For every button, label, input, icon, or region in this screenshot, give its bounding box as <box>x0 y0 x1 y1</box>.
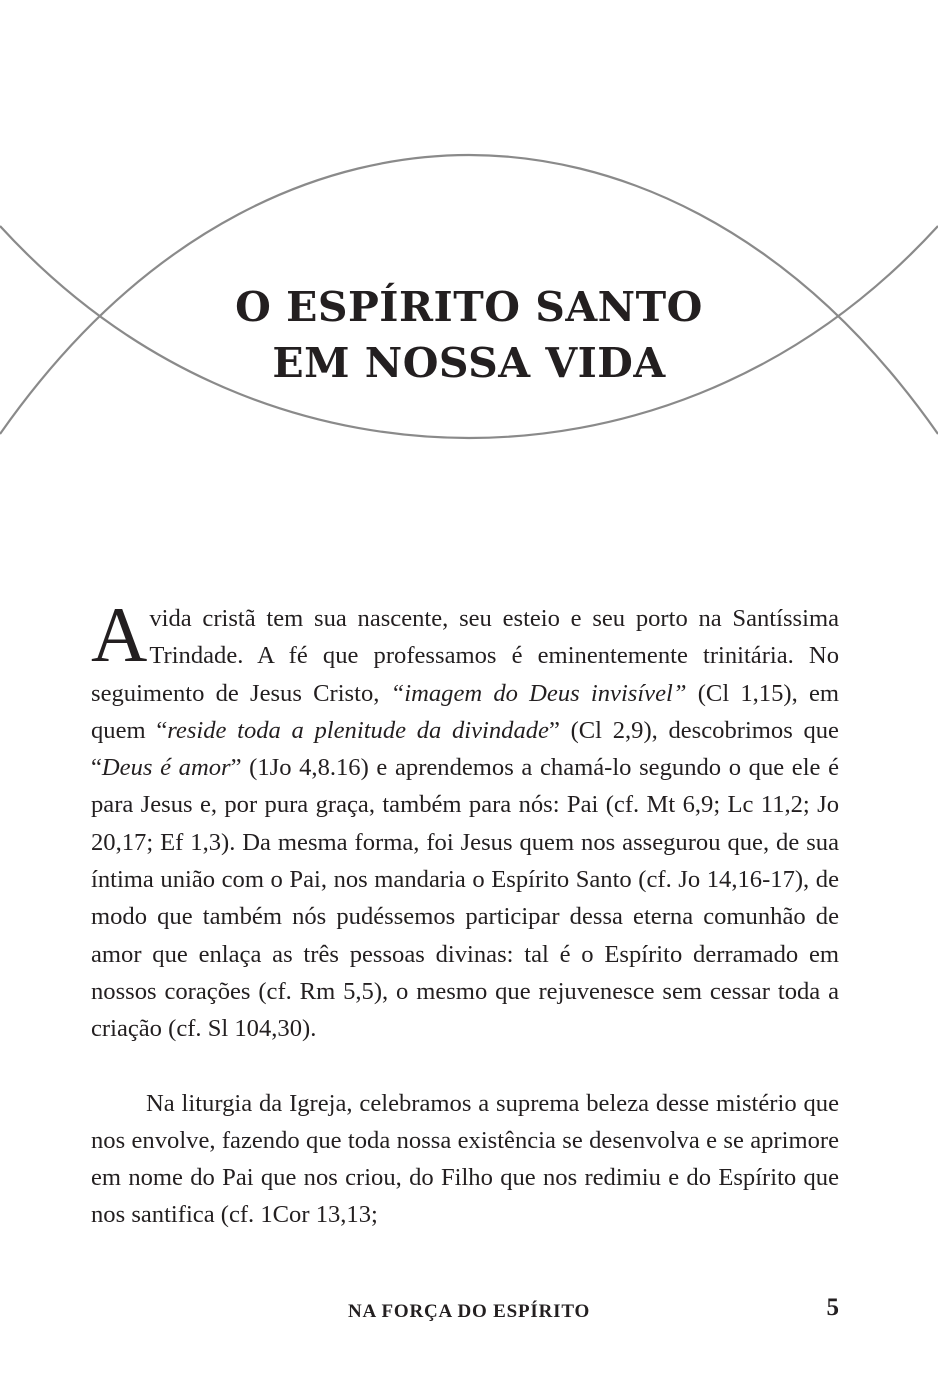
chapter-title <box>0 279 938 391</box>
paragraph-1-text-a: vida cristã tem sua nascente, seu esteio e seu porto na Santíssima Trindade. A fé que professamos é eminentemente trinitária. No seguimento de Jesus Cristo, <box>91 605 839 707</box>
paragraph-1-text-d: (1Jo 4,8.16) e aprendemos a chamá-lo segundo o que ele é para Jesus e, por pura graça, também para nós: Pai (cf. Mt 6,9; Lc 11,2; Jo 20,17; Ef 1,3). Da mesma forma, foi Jesus quem nos assegurou que, de sua íntima união com o Pai, nos mandaria o Espírito Santo (cf. Jo 14,16-17), de modo que também nós pudéssemos participar dessa eterna comunhão de amor que enlaça as três pessoas divinas: tal é o Espírito derramado em nossos corações (cf. Rm 5,5), o mesmo que rejuvenesce sem cessar toda a criação (cf. Sl 104,30). <box>91 754 839 1043</box>
body-text <box>91 591 839 1234</box>
chapter-title-line-2: EM NOSSA VIDA <box>272 339 666 387</box>
paragraph-1-text-b: (Cl 1,15), em quem <box>91 679 839 744</box>
page-number: 5 <box>826 1294 839 1321</box>
drop-cap: A <box>91 591 148 678</box>
quote-plenitude-divindade: reside toda a plenitude da divindade <box>167 716 549 744</box>
running-footer-title: NA FORÇA DO ESPÍRITO <box>347 1301 591 1322</box>
chapter-title-line-1: O ESPÍRITO SANTO <box>235 283 703 331</box>
quote-open-mark-2: “ <box>91 754 102 782</box>
paragraph-1-text-c: (Cl 2,9), descobrimos que <box>559 716 839 744</box>
paragraph-2: Na liturgia da Igreja, celebramos a suprema beleza desse mistério que nos envolve, fazendo que toda nossa existência se desenvolva e se aprimore em nome do Pai que nos criou, do Filho que nos redimiu e do Espírito que nos santifica (cf. 1Cor 13,13; <box>91 1089 839 1229</box>
quote-close-mark-2: ” <box>230 754 242 782</box>
paragraph-1 <box>91 591 839 1048</box>
title-ornament-arcs <box>0 0 938 460</box>
quote-imagem-do-deus: “imagem do Deus invisível” <box>390 679 687 707</box>
quote-close-mark-1: ” <box>548 716 560 744</box>
quote-open-mark-1: “ <box>156 716 168 744</box>
quote-deus-e-amor: Deus é amor <box>101 754 231 782</box>
